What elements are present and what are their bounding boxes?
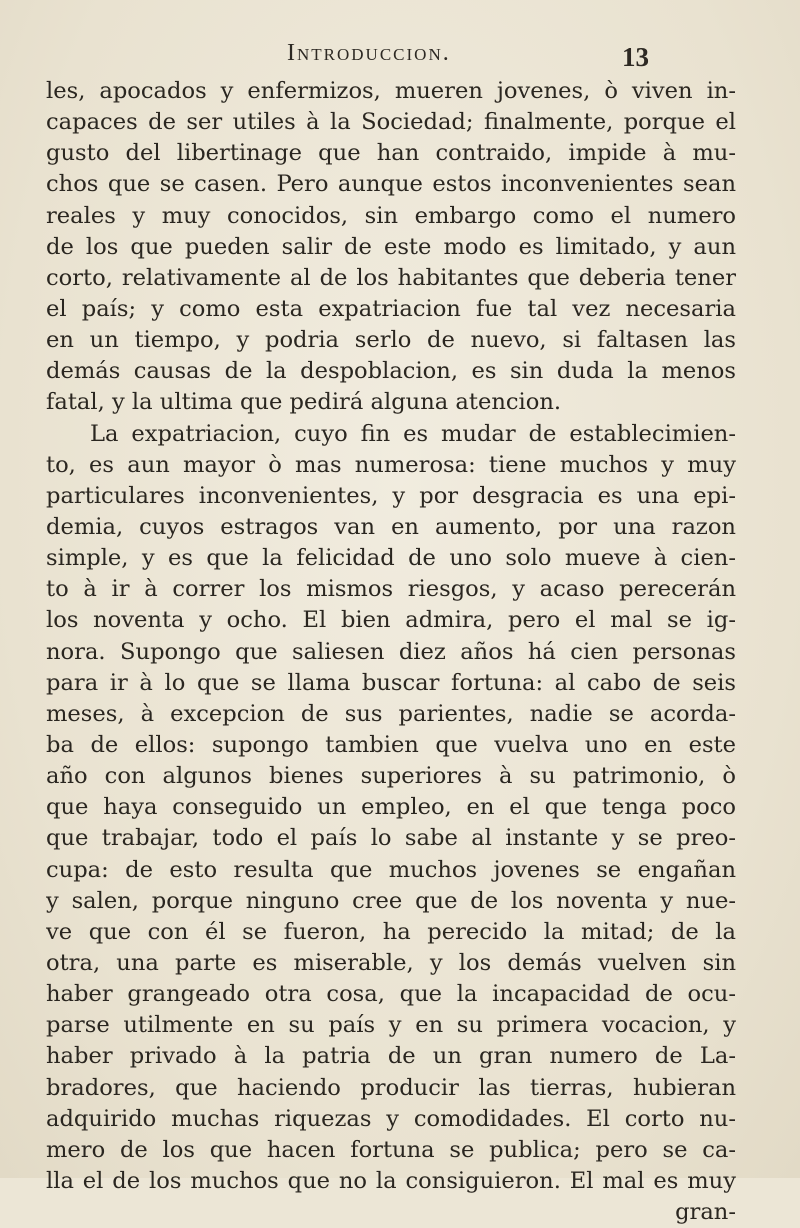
text-line: para ir à lo que se llama buscar fortuna: al cabo de seis (46, 669, 736, 696)
text-line: parse utilmente en su país y en su primera vocacion, y (46, 1012, 736, 1039)
text-line: adquirido muchas riquezas y comodidades. El corto nu- (46, 1105, 736, 1132)
text-line: cupa: de esto resulta que muchos jovenes se engañan (46, 856, 736, 883)
catchword: gran- (675, 1199, 736, 1226)
text-line: simple, y es que la felicidad de uno solo mueve à cien- (46, 545, 736, 572)
text-line: gusto del libertinage que han contraido, impide à mu- (46, 140, 736, 167)
text-line: de los que pueden salir de este modo es limitado, y aun (46, 233, 736, 260)
text-line: nora. Supongo que saliesen diez años há cien personas (46, 638, 736, 665)
text-line: demia, cuyos estragos van en aumento, por una razon (46, 513, 736, 540)
text-line: otra, una parte es miserable, y los demás vuelven sin (46, 949, 736, 976)
page-header (0, 40, 800, 74)
text-line: lla el de los muchos que no la consiguieron. El mal es muy (46, 1167, 736, 1194)
text-line: los noventa y ocho. El bien admira, pero el mal se ig- (46, 607, 736, 634)
page-number: 13 (622, 42, 649, 72)
text-line: reales y muy conocidos, sin embargo como el numero (46, 202, 736, 229)
text-line: meses, à excepcion de sus parientes, nadie se acorda- (46, 700, 736, 727)
text-line: particulares inconvenientes, y por desgracia es una epi- (46, 482, 736, 509)
text-line: mero de los que hacen fortuna se publica; pero se ca- (46, 1136, 736, 1163)
text-line: en un tiempo, y podria serlo de nuevo, si faltasen las (46, 327, 736, 354)
text-line: demás causas de la despoblacion, es sin duda la menos (46, 358, 736, 385)
text-line: bradores, que haciendo producir las tierras, hubieran (46, 1074, 736, 1101)
text-line: año con algunos bienes superiores à su patrimonio, ò (46, 763, 736, 790)
text-line: to, es aun mayor ò mas numerosa: tiene muchos y muy (46, 451, 736, 478)
text-line: que haya conseguido un empleo, en el que tenga poco (46, 794, 736, 821)
text-line: les, apocados y enfermizos, mueren jovenes, ò viven in- (46, 78, 736, 104)
text-line: capaces de ser utiles à la Sociedad; finalmente, porque el (46, 109, 736, 136)
text-line: corto, relativamente al de los habitantes que deberia tener (46, 264, 736, 291)
body-text (46, 76, 736, 1228)
text-line: que trabajar, todo el país lo sabe al instante y se preo- (46, 825, 736, 852)
text-line: haber grangeado otra cosa, que la incapacidad de ocu- (46, 981, 736, 1008)
text-line: chos que se casen. Pero aunque estos inconvenientes sean (46, 171, 736, 198)
text-line: ve que con él se fueron, ha perecido la mitad; de la (46, 918, 736, 945)
text-line: y salen, porque ninguno cree que de los noventa y nue- (46, 887, 736, 914)
text-line: La expatriacion, cuyo fin es mudar de establecimien- (90, 420, 736, 447)
text-line: fatal, y la ultima que pedirá alguna atencion. (46, 389, 562, 416)
running-title: Introduccion. (287, 40, 451, 66)
text-line: haber privado à la patria de un gran numero de La- (46, 1043, 736, 1070)
text-line: ba de ellos: supongo tambien que vuelva uno en este (46, 731, 736, 758)
text-line: el país; y como esta expatriacion fue tal vez necesaria (46, 295, 736, 322)
text-line: to à ir à correr los mismos riesgos, y acaso perecerán (46, 576, 736, 603)
